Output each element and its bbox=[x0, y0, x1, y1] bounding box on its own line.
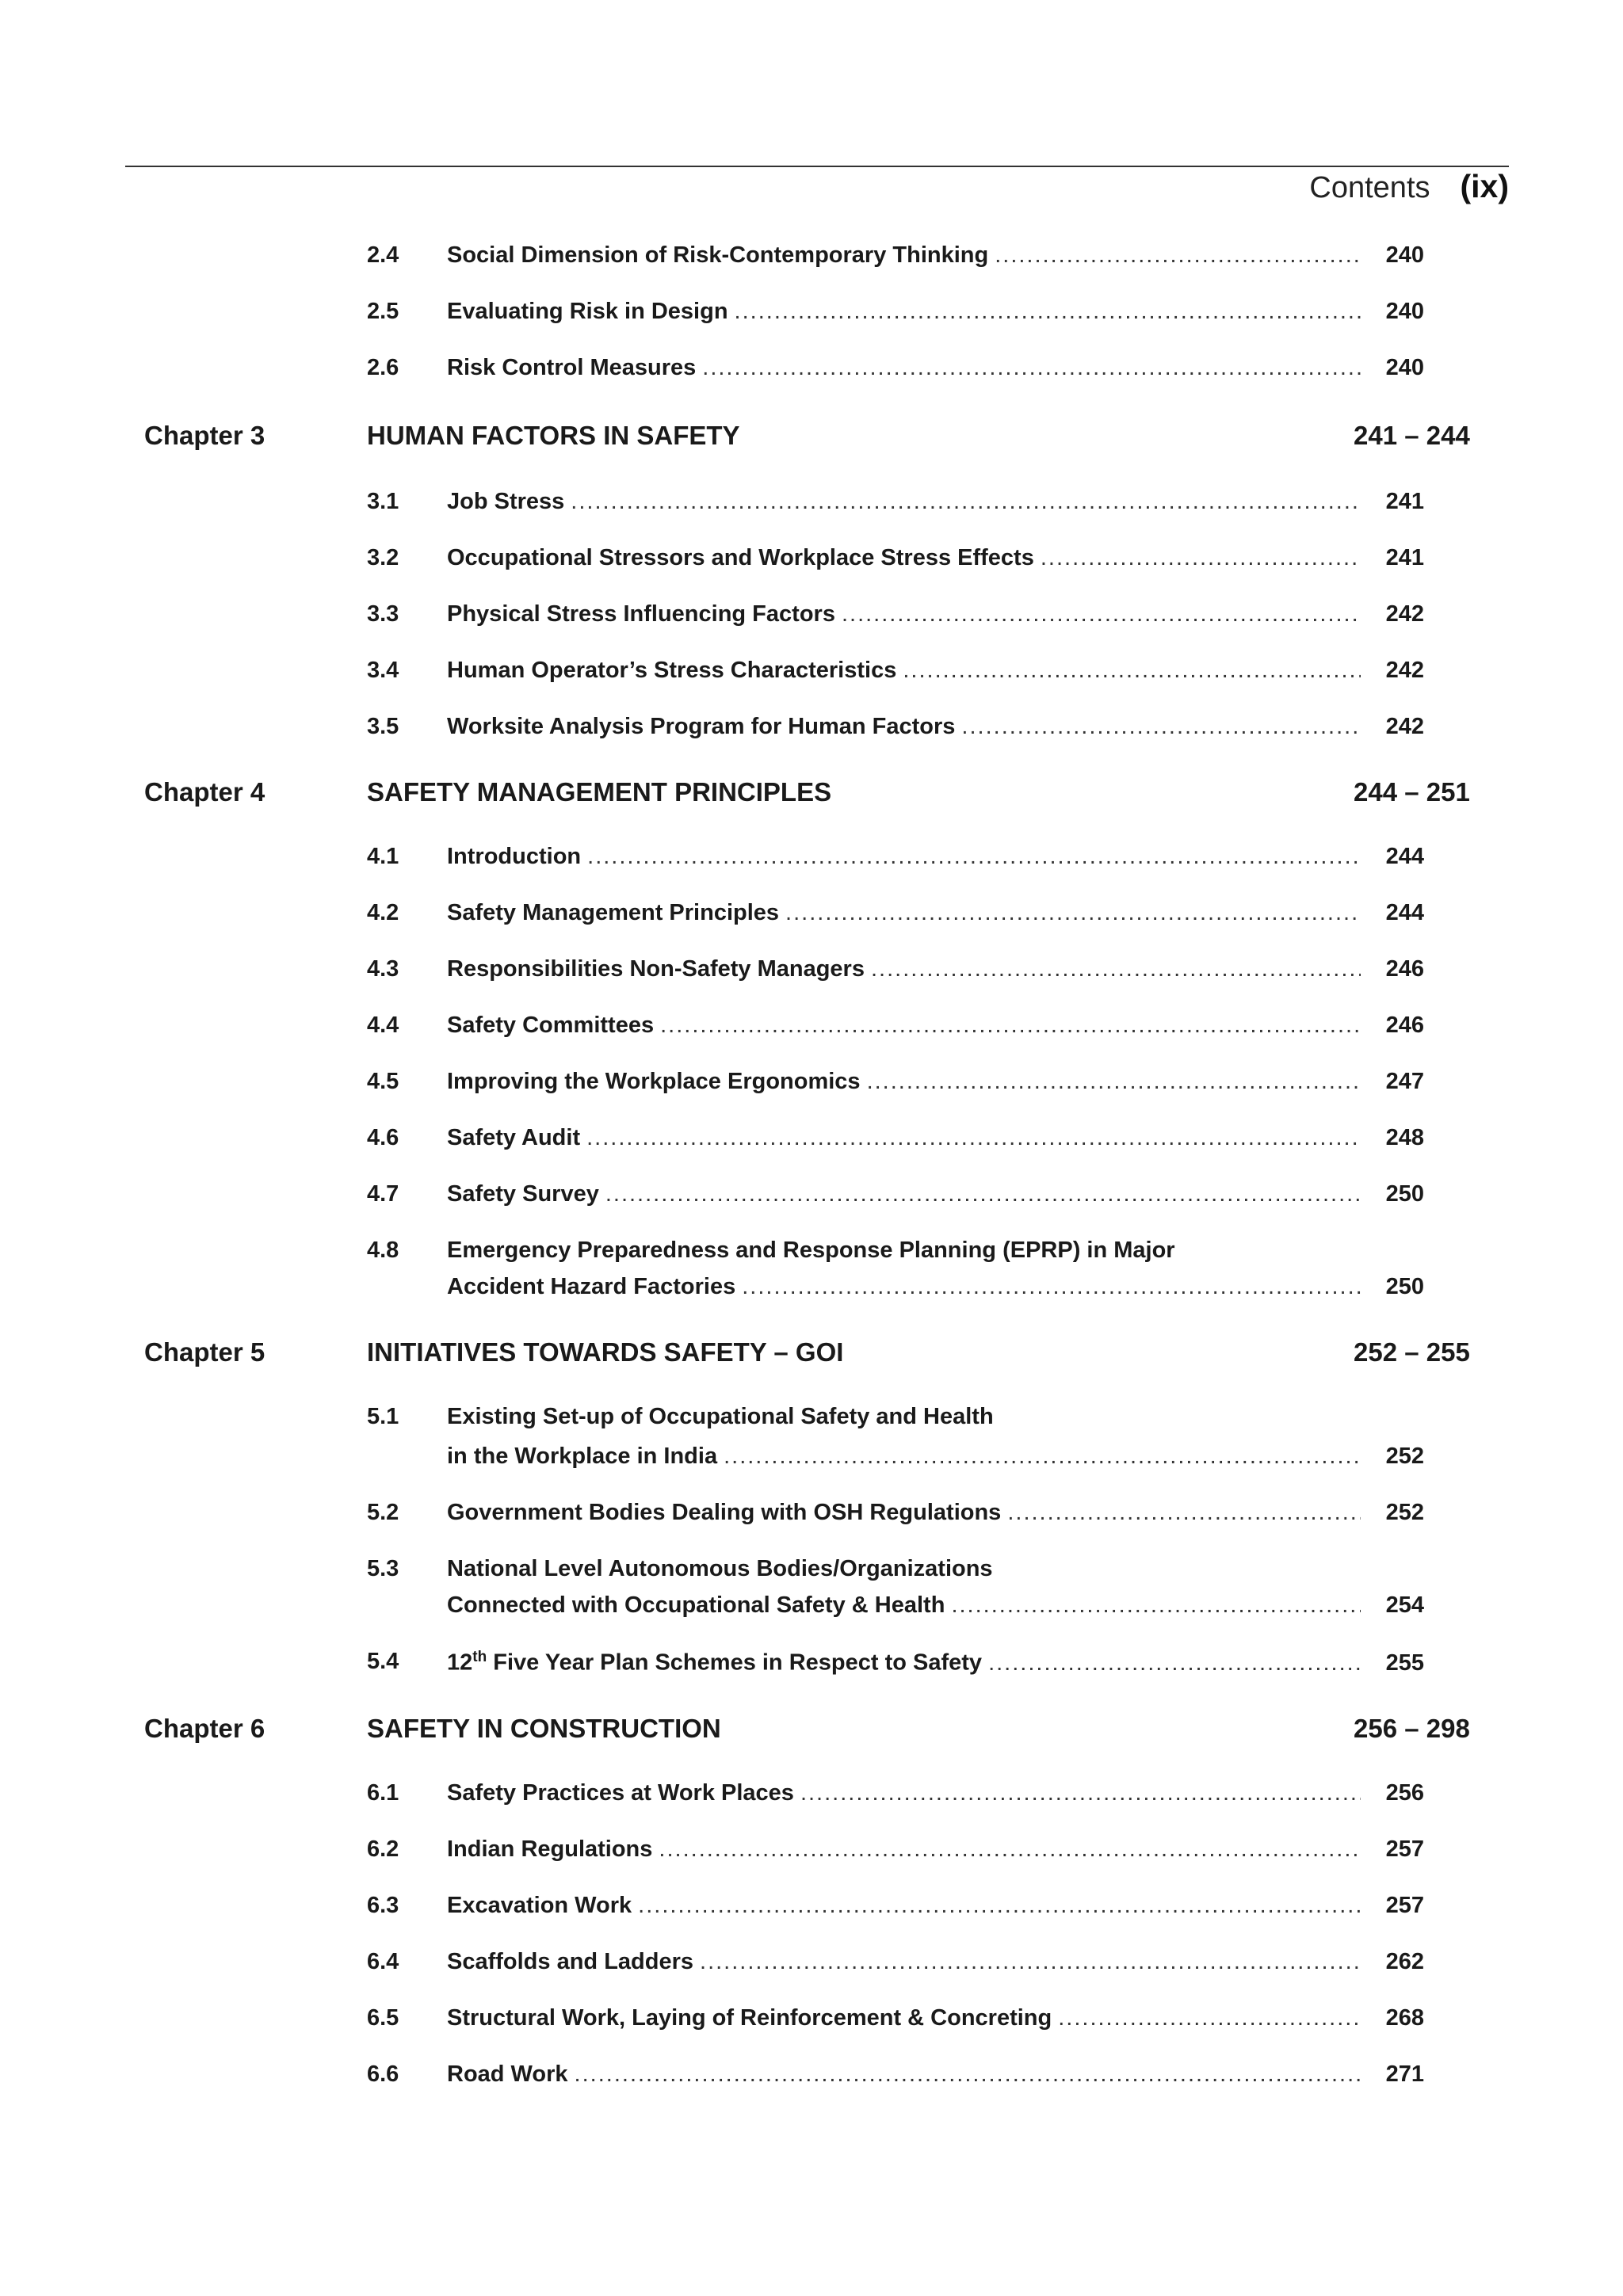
entry-page: 246 bbox=[1385, 956, 1424, 982]
entry-number: 6.1 bbox=[367, 1780, 399, 1806]
entry-page: 262 bbox=[1385, 1949, 1424, 1974]
entry-number: 3.3 bbox=[367, 601, 399, 627]
entry-title: Road Work bbox=[447, 2061, 568, 2087]
entry-number: 6.4 bbox=[367, 1949, 399, 1974]
entry-number: 6.6 bbox=[367, 2061, 399, 2087]
entry-title-line1: Emergency Preparedness and Response Planning (EPRP) in Major bbox=[447, 1238, 1175, 1263]
entry-number: 4.3 bbox=[367, 956, 399, 982]
entry-page: 241 bbox=[1385, 489, 1424, 514]
entry-page: 271 bbox=[1385, 2061, 1424, 2087]
entry-title: 12th Five Year Plan Schemes in Respect to Safety bbox=[447, 1649, 983, 1676]
entry-title: Human Operator’s Stress Characteristics bbox=[447, 658, 897, 683]
chapter-label: Chapter 4 bbox=[144, 777, 265, 807]
chapter-title: SAFETY MANAGEMENT PRINCIPLES bbox=[367, 777, 832, 807]
entry-page: 247 bbox=[1385, 1069, 1424, 1094]
entry-title: Excavation Work bbox=[447, 1893, 632, 1918]
entry-page: 252 bbox=[1385, 1444, 1424, 1469]
running-header bbox=[1309, 168, 1509, 205]
entry-number: 4.5 bbox=[367, 1069, 399, 1094]
entry-page: 241 bbox=[1385, 545, 1424, 570]
entry-title: Job Stress bbox=[447, 489, 565, 514]
entry-number: 4.2 bbox=[367, 900, 399, 925]
entry-title: Introduction bbox=[447, 844, 582, 869]
entry-page: 252 bbox=[1385, 1500, 1424, 1525]
entry-page: 250 bbox=[1385, 1181, 1424, 1207]
entry-title: Safety Survey bbox=[447, 1181, 599, 1207]
entry-title: Risk Control Measures bbox=[447, 355, 697, 380]
chapter-title: INITIATIVES TOWARDS SAFETY – GOI bbox=[367, 1337, 844, 1367]
entry-number: 2.5 bbox=[367, 299, 399, 324]
entry-title: Safety Management Principles bbox=[447, 900, 780, 925]
entry-title: Accident Hazard Factories bbox=[447, 1274, 736, 1299]
entry-title: Worksite Analysis Program for Human Factors bbox=[447, 714, 956, 739]
entry-page: 250 bbox=[1385, 1274, 1424, 1299]
entry-number: 3.5 bbox=[367, 714, 399, 739]
entry-number: 3.1 bbox=[367, 489, 399, 514]
entry-title-line1: National Level Autonomous Bodies/Organizations bbox=[447, 1556, 993, 1581]
entry-page: 244 bbox=[1385, 900, 1424, 925]
entry-title: Evaluating Risk in Design bbox=[447, 299, 728, 324]
entry-page: 268 bbox=[1385, 2005, 1424, 2031]
entry-page: 242 bbox=[1385, 658, 1424, 683]
entry-number: 6.2 bbox=[367, 1836, 399, 1862]
entry-number: 4.1 bbox=[367, 844, 399, 869]
entry-title: Improving the Workplace Ergonomics bbox=[447, 1069, 861, 1094]
entry-title: in the Workplace in India bbox=[447, 1444, 718, 1469]
header-section-title: Contents bbox=[1309, 171, 1430, 204]
entry-page: 242 bbox=[1385, 714, 1424, 739]
entry-number: 2.4 bbox=[367, 242, 399, 268]
chapter-label: Chapter 5 bbox=[144, 1337, 265, 1367]
entry-title: Government Bodies Dealing with OSH Regulations bbox=[447, 1500, 1002, 1525]
entry-number: 4.4 bbox=[367, 1013, 399, 1038]
entry-number: 4.6 bbox=[367, 1125, 399, 1150]
entry-page: 257 bbox=[1385, 1836, 1424, 1862]
entry-number: 6.3 bbox=[367, 1893, 399, 1918]
entry-title: Scaffolds and Ladders bbox=[447, 1949, 694, 1974]
entry-number: 3.2 bbox=[367, 545, 399, 570]
entry-number: 6.5 bbox=[367, 2005, 399, 2031]
header-page-number: (ix) bbox=[1460, 168, 1509, 204]
entry-page: 240 bbox=[1385, 242, 1424, 268]
entry-title: Safety Audit bbox=[447, 1125, 581, 1150]
entry-number: 3.4 bbox=[367, 658, 399, 683]
entry-page: 240 bbox=[1385, 299, 1424, 324]
entry-page: 248 bbox=[1385, 1125, 1424, 1150]
entry-number: 5.3 bbox=[367, 1556, 399, 1581]
entry-title: Occupational Stressors and Workplace Stress Effects bbox=[447, 545, 1034, 570]
entry-page: 256 bbox=[1385, 1780, 1424, 1806]
chapter-label: Chapter 3 bbox=[144, 421, 265, 450]
entry-title: Physical Stress Influencing Factors bbox=[447, 601, 835, 627]
entry-title: Connected with Occupational Safety & Health bbox=[447, 1592, 945, 1618]
entry-page: 246 bbox=[1385, 1013, 1424, 1038]
chapter-page-range: 241 – 244 bbox=[1354, 421, 1470, 450]
chapter-title: SAFETY IN CONSTRUCTION bbox=[367, 1714, 721, 1743]
entry-title: Indian Regulations bbox=[447, 1836, 653, 1862]
entry-title: Responsibilities Non-Safety Managers bbox=[447, 956, 865, 982]
entry-title: Safety Committees bbox=[447, 1013, 655, 1038]
entry-page: 240 bbox=[1385, 355, 1424, 380]
entry-number: 4.7 bbox=[367, 1181, 399, 1207]
header-rule bbox=[125, 166, 1509, 167]
entry-page: 244 bbox=[1385, 844, 1424, 869]
entry-title-line1: Existing Set-up of Occupational Safety and Health bbox=[447, 1404, 994, 1429]
entry-title: Safety Practices at Work Places bbox=[447, 1780, 794, 1806]
entry-page: 257 bbox=[1385, 1893, 1424, 1918]
chapter-page-range: 252 – 255 bbox=[1354, 1337, 1470, 1367]
entry-number: 2.6 bbox=[367, 355, 399, 380]
entry-number: 4.8 bbox=[367, 1238, 399, 1263]
entry-number: 5.1 bbox=[367, 1404, 399, 1429]
chapter-label: Chapter 6 bbox=[144, 1714, 265, 1743]
chapter-title: HUMAN FACTORS IN SAFETY bbox=[367, 421, 740, 450]
entry-number: 5.4 bbox=[367, 1649, 399, 1674]
entry-page: 242 bbox=[1385, 601, 1424, 627]
entry-title: Structural Work, Laying of Reinforcement & Concreting bbox=[447, 2005, 1052, 2031]
chapter-page-range: 244 – 251 bbox=[1354, 777, 1470, 807]
entry-number: 5.2 bbox=[367, 1500, 399, 1525]
entry-page: 254 bbox=[1385, 1592, 1424, 1618]
entry-title: Social Dimension of Risk-Contemporary Thinking bbox=[447, 242, 989, 268]
chapter-page-range: 256 – 298 bbox=[1354, 1714, 1470, 1743]
entry-page: 255 bbox=[1385, 1650, 1424, 1676]
